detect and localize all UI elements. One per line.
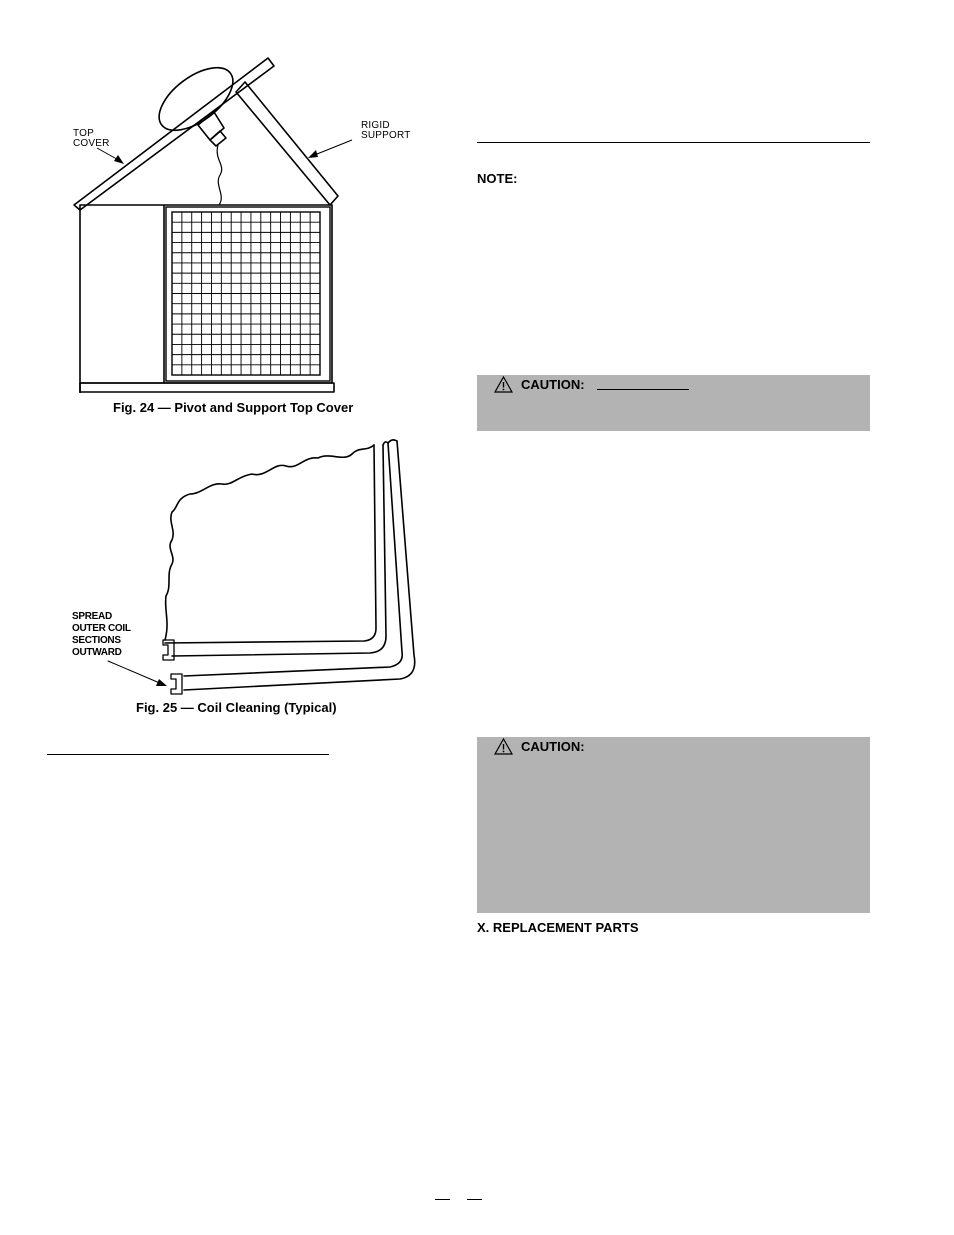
figure-25-caption: Fig. 25 — Coil Cleaning (Typical) xyxy=(136,700,337,715)
warning-triangle-icon xyxy=(494,376,513,393)
caution-1-underline xyxy=(597,389,689,390)
caution-label-2: CAUTION: xyxy=(521,739,585,754)
inner-coil-section xyxy=(165,445,376,643)
left-section-rule xyxy=(47,754,329,755)
caution-header-2 xyxy=(494,738,585,755)
coil-torn-edge xyxy=(165,445,374,640)
label-top-cover-line2: COVER xyxy=(73,138,110,149)
label-rigid-support-line1: RIGID xyxy=(361,120,390,131)
caution-label-1: CAUTION: xyxy=(521,377,585,392)
label-spread-line3: SECTIONS xyxy=(72,635,121,646)
caution-box-1 xyxy=(477,375,870,431)
warning-triangle-icon xyxy=(494,738,513,755)
caution-box-2 xyxy=(477,737,870,913)
page-number-dash-right xyxy=(467,1199,482,1200)
caution-header-1 xyxy=(494,376,585,393)
note-label: NOTE: xyxy=(477,171,518,186)
label-spread-line1: SPREAD xyxy=(72,611,112,622)
label-top-cover-line1: TOP xyxy=(73,128,94,139)
page-number-dash-left xyxy=(435,1199,450,1200)
label-spread-outer-coil xyxy=(72,611,131,659)
right-section-rule xyxy=(477,142,870,143)
label-spread-line4: OUTWARD xyxy=(72,647,122,658)
label-spread-line2: OUTER COIL xyxy=(72,623,131,634)
figure-24-caption: Fig. 24 — Pivot and Support Top Cover xyxy=(113,400,354,415)
label-rigid-support-line2: SUPPORT xyxy=(361,130,411,141)
section-x-heading: X. REPLACEMENT PARTS xyxy=(477,920,639,935)
